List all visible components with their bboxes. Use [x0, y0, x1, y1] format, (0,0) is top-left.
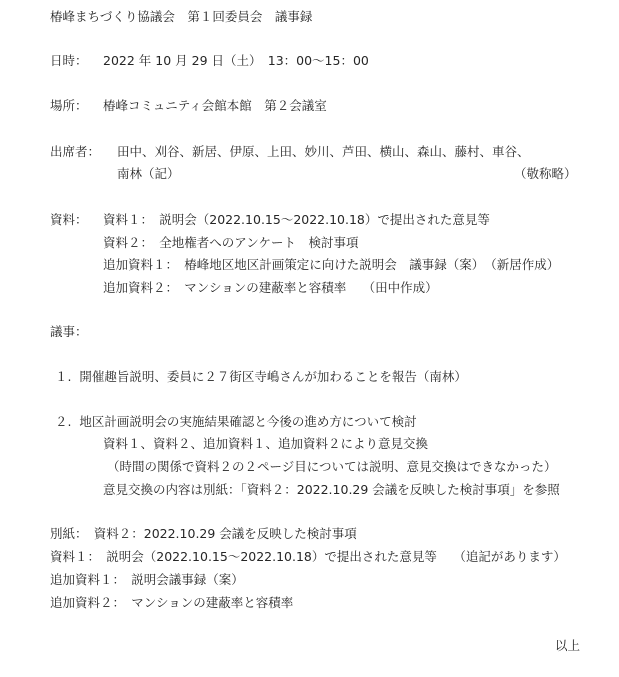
agenda-item-2-line: （時間の関係で資料２の２ページ目については説明、意見交換はできなかった） [107, 459, 557, 474]
material-item: 資料２： 全地権者へのアンケート 検討事項 [103, 235, 359, 250]
attendees-line-2: 南林（記） [117, 166, 180, 181]
agenda-item-2-heading: ２. 地区計画説明会の実施結果確認と今後の進め方について検討 [55, 414, 417, 429]
material-item: 資料１： 説明会（2022.10.15〜2022.10.18）で提出された意見等 [103, 212, 490, 227]
attachment-line: 追加資料２： マンションの建蔽率と容積率 [50, 595, 294, 610]
agenda-label: 議事： [50, 324, 88, 339]
datetime-label: 日時： [50, 53, 88, 68]
attendees-line-1: 田中、刈谷、新居、伊原、上田、妙川、芦田、横山、森山、藤村、車谷、 [117, 144, 530, 159]
document-title: 椿峰まちづくり協議会 第１回委員会 議事録 [50, 9, 313, 24]
place-label: 場所： [50, 98, 88, 113]
attachment-line: 追加資料１： 説明会議事録（案） [50, 572, 244, 587]
honorific-note: （敬称略） [514, 166, 577, 181]
datetime-value: 2022 年 10 月 29 日（土） 13：00〜15：00 [103, 53, 369, 68]
agenda-item-1: １. 開催趣旨説明、委員に２７街区寺嶋さんが加わることを報告（南林） [55, 369, 467, 384]
material-item: 追加資料１： 椿峰地区地区計画策定に向けた説明会 議事録（案） （新居作成） [103, 257, 560, 272]
attachment-line: 別紙： 資料２：2022.10.29 会議を反映した検討事項 [50, 526, 357, 541]
materials-label: 資料： [50, 212, 88, 227]
material-item: 追加資料２： マンションの建蔽率と容積率 （田中作成） [103, 280, 438, 295]
attendees-label: 出席者： [50, 144, 101, 159]
agenda-item-2-line: 意見交換の内容は別紙：「資料２：2022.10.29 会議を反映した検討事項」を参照 [103, 482, 560, 497]
agenda-item-2-line: 資料１、資料２、追加資料１、追加資料２により意見交換 [103, 436, 429, 451]
place-value: 椿峰コミュニティ会館本館 第２会議室 [103, 98, 327, 113]
attachment-line: 資料１： 説明会（2022.10.15〜2022.10.18）で提出された意見等 （追記があります） [50, 549, 566, 564]
closing-mark: 以上 [555, 638, 581, 653]
